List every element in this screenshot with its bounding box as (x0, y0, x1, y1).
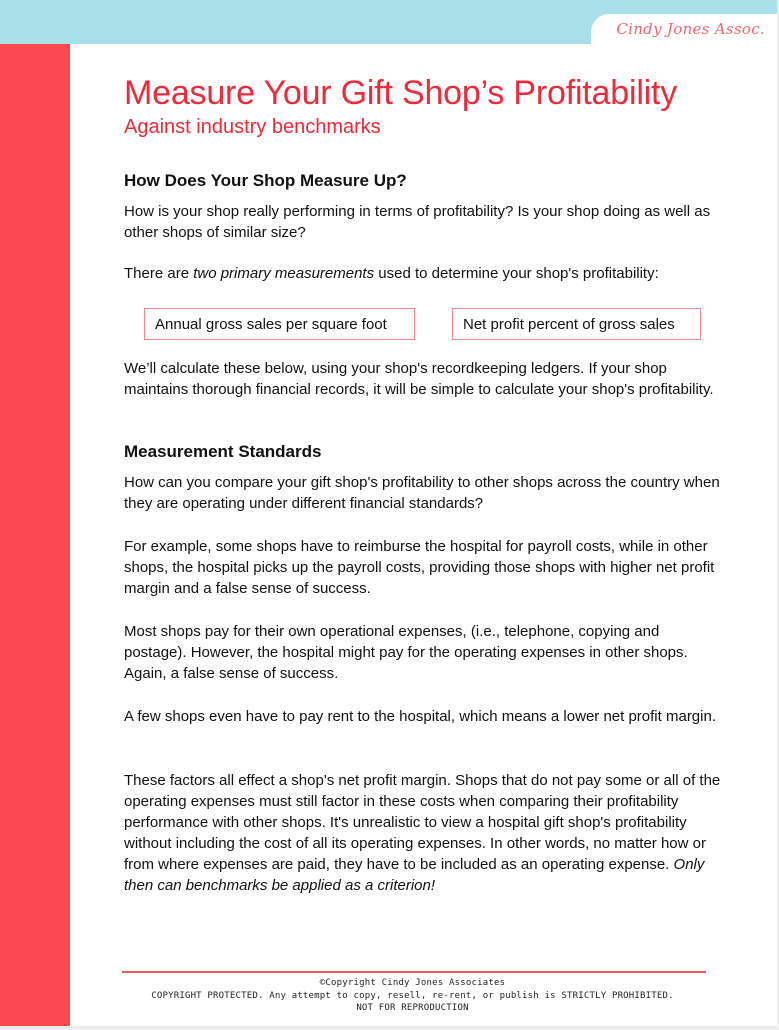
brand-logo: Cindy Jones Assoc. (616, 20, 765, 38)
paragraph-rent: A few shops even have to pay rent to the hospital, which means a lower net profit margin. (124, 708, 716, 725)
paragraph-factors (124, 770, 724, 896)
footer-protection-notice: COPYRIGHT PROTECTED. Any attempt to copy, resell, re-rent, or publish is STRICTLY PROHIBITED. (151, 991, 674, 1001)
measurement-box-net-profit: Net profit percent of gross sales (452, 308, 701, 340)
page-subtitle: Against industry benchmarks (124, 116, 381, 138)
footer-copyright: ©Copyright Cindy Jones Associates (319, 978, 506, 988)
sidebar-stripe (0, 44, 70, 1026)
paragraph-calculate: We’ll calculate these below, using your shop's recordkeeping ledgers. If your shop maintains thorough financial records, it will be simple to calculate your shop's profitability. (124, 360, 714, 398)
page-title: Measure Your Gift Shop’s Profitability (124, 74, 678, 112)
title-block (124, 72, 724, 140)
measurement-box-sales-per-sqft: Annual gross sales per square foot (144, 308, 415, 340)
paragraph-text: used to determine your shop's profitability: (374, 265, 659, 282)
paragraph-operational-expenses: Most shops pay for their own operational expenses, (i.e., telephone, copying and postage). However, the hospital might pay for the operating expenses in other shops. Again, a false sense of success. (124, 623, 688, 682)
section-heading-measure-up: How Does Your Shop Measure Up? (124, 171, 407, 190)
paragraph-text: There are (124, 265, 194, 282)
emphasis-text: Only then can benchmarks be applied as a criterion! (124, 856, 705, 894)
paragraph-compare: How can you compare your gift shop's profitability to other shops across the country when they are operating under different financial standards? (124, 474, 720, 512)
paragraph-two-measurements (124, 263, 724, 284)
section-heading-standards: Measurement Standards (124, 442, 322, 461)
paragraph-payroll: For example, some shops have to reimburse the hospital for payroll costs, while in other shops, the hospital picks up the payroll costs, providing those shops with higher net profit margin and a false sense of success. (124, 538, 715, 597)
footer-no-reproduction: NOT FOR REPRODUCTION (356, 1003, 469, 1013)
paragraph-intro: How is your shop really performing in terms of profitability? Is your shop doing as well as other shops of similar size? (124, 203, 711, 241)
footer-divider (122, 971, 706, 973)
paragraph-text: These factors all effect a shop's net profit margin. Shops that do not pay some or all of the operating expenses must still factor in these costs when comparing their profitability performance with other shops. It's unrealistic to view a hospital gift shop's profitability without including the cost of all its operating expenses. In other words, no matter how or from where expenses are paid, they have to be included as an operating expense. (124, 772, 721, 873)
emphasis-text: two primary measurements (193, 265, 375, 282)
